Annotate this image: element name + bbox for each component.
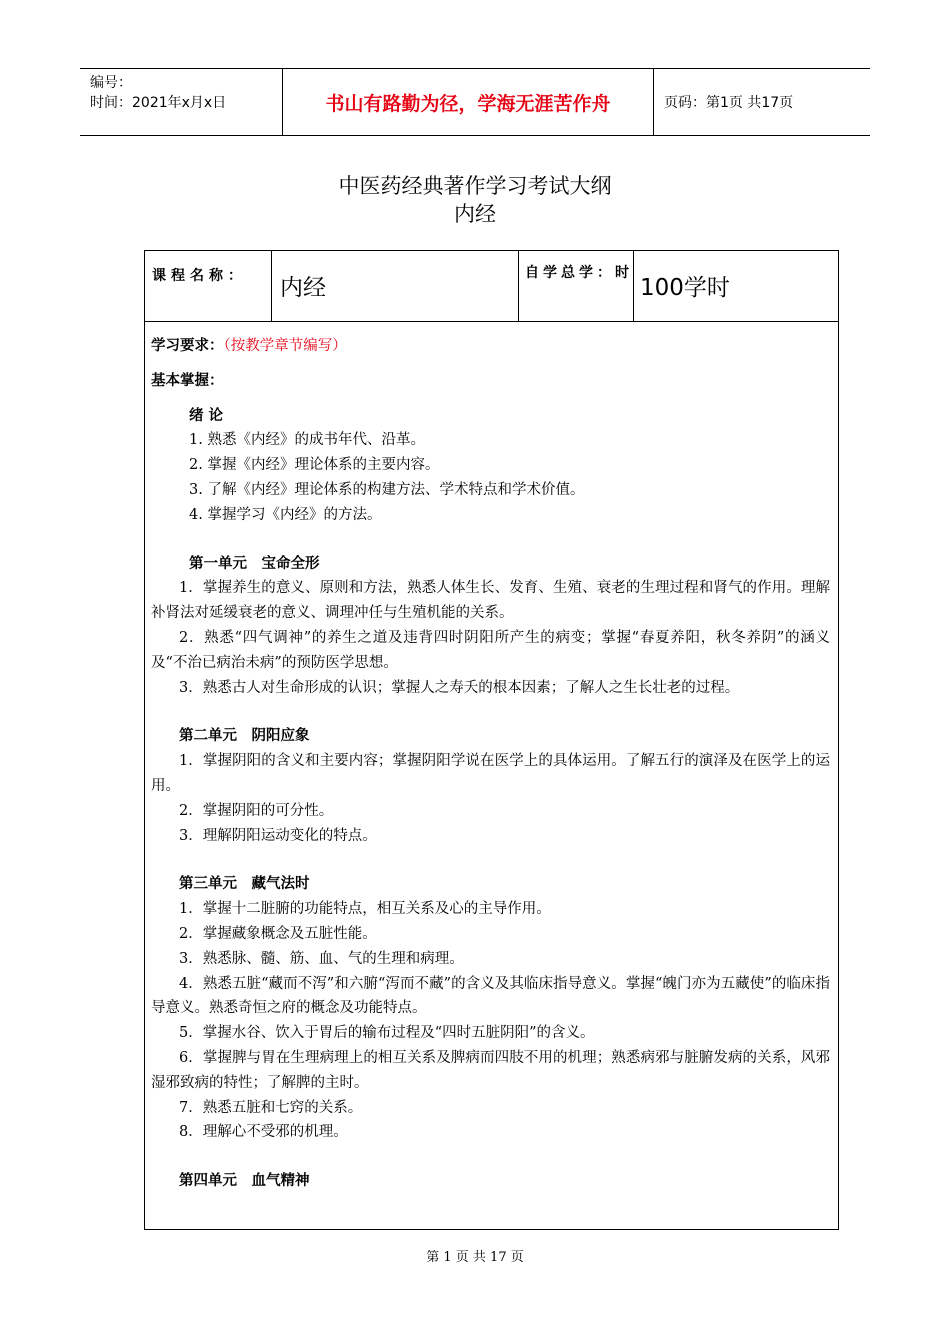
- page-code: 页码：第1页 共17页: [664, 95, 794, 111]
- list-item: 3．熟悉脉、髓、筋、血、气的生理和病理。: [179, 950, 464, 967]
- list-item: 1. 熟悉《内经》的成书年代、沿革。: [189, 432, 425, 449]
- list-item: 2．掌握藏象概念及五脏性能。: [179, 925, 377, 942]
- list-item: 4. 掌握学习《内经》的方法。: [189, 506, 382, 523]
- course-name-value: 内经: [272, 251, 519, 321]
- course-hours-label: 自学总学：时: [519, 251, 634, 321]
- requirement-line: [151, 334, 830, 359]
- basic-label: 基本掌握：: [151, 372, 224, 389]
- page-header: [80, 68, 870, 136]
- list-item: 1．掌握十二脏腑的功能特点，相互关系及心的主导作用。: [179, 901, 551, 918]
- requirement-label: 学习要求：: [151, 338, 224, 354]
- unit-heading: 第三单元 藏气法时: [179, 876, 310, 893]
- header-left: [80, 69, 282, 135]
- list-item: 1．掌握阴阳的含义和主要内容；掌握阴阳学说在医学上的具体运用。了解五行的演泽及在医学上的运用。: [151, 753, 830, 794]
- number-label: 编号：: [90, 75, 132, 91]
- list-item: 2．熟悉“四气调神”的养生之道及违背四时阴阳所产生的病变；掌握“春夏养阳，秋冬养阴”的涵义及“不治已病治未病”的预防医学思想。: [151, 629, 830, 671]
- list-item: 5．掌握水谷、饮入于胃后的输布过程及“四时五脏阴阳”的含义。: [179, 1025, 595, 1042]
- intro-heading: 绪 论: [189, 407, 224, 424]
- list-item: 3．熟悉古人对生命形成的认识；掌握人之寿夭的根本因素；了解人之生长壮老的过程。: [179, 679, 740, 696]
- course-name-label: 课程名称：: [145, 251, 272, 321]
- page-footer: 第 1 页 共 17 页: [426, 1250, 524, 1265]
- unit-heading: 第二单元 阴阳应象: [179, 728, 310, 745]
- time-label: 时间：2021年x月x日: [90, 95, 227, 111]
- list-item: 1．掌握养生的意义、原则和方法，熟悉人体生长、发育、生殖、衰老的生理过程和肾气的作用。理解补肾法对延缓衰老的意义、调理冲任与生殖机能的关系。: [151, 580, 830, 622]
- unit-heading: 第一单元 宝命全形: [189, 555, 320, 572]
- list-item: 2. 掌握《内经》理论体系的主要内容。: [189, 457, 440, 474]
- list-item: 2．掌握阴阳的可分性。: [179, 802, 334, 819]
- list-item: 6．掌握脾与胃在生理病理上的相互关系及脾病而四肢不用的机理；熟悉病邪与脏腑发病的关系，风邪湿邪致病的特性；了解脾的主时。: [151, 1049, 830, 1091]
- document-subtitle: 内经: [454, 202, 496, 226]
- syllabus-table: [144, 250, 839, 1230]
- list-item: 4．熟悉五脏“藏而不泻”和六腑“泻而不藏”的含义及其临床指导意义。掌握“魄门亦为五藏使”的临床指导意义。熟悉奇恒之府的概念及功能特点。: [151, 975, 830, 1017]
- list-item: 3．理解阴阳运动变化的特点。: [179, 827, 377, 844]
- course-hours-value: 100学时: [640, 275, 730, 301]
- list-item: 3. 了解《内经》理论体系的构建方法、学术特点和学术价值。: [189, 481, 585, 498]
- course-info-row: [145, 251, 838, 322]
- list-item: 8．理解心不受邪的机理。: [179, 1124, 348, 1141]
- syllabus-content: [145, 322, 838, 1194]
- motto: 书山有路勤为径，学海无涯苦作舟: [282, 69, 654, 135]
- unit-heading: 第四单元 血气精神: [179, 1173, 310, 1190]
- requirement-note: （按教学章节编写）: [223, 338, 347, 354]
- list-item: 7．熟悉五脏和七窍的关系。: [179, 1099, 363, 1116]
- document-title: 中医药经典著作学习考试大纲: [338, 174, 612, 198]
